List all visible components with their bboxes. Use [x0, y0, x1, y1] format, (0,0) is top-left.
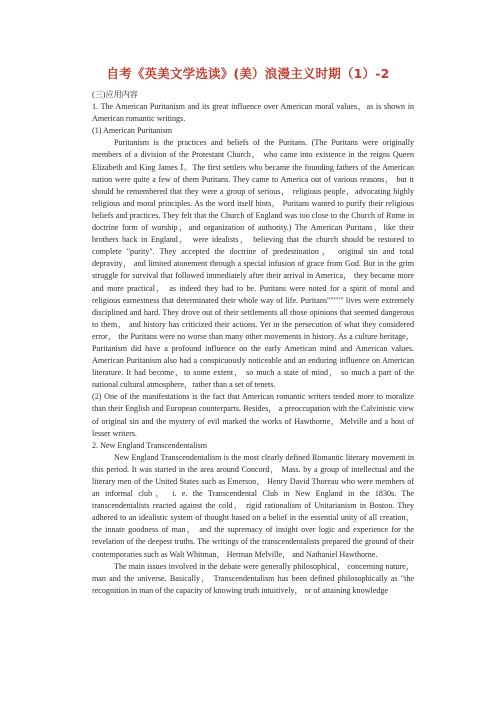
paragraph-main-issues: The main issues involved in the debate were generally philosophical， concerning nature，man and the universe. Basically， Transcendentalism has been defined philosophically as "the recognition in man of the capacity of knowing truth intuitively， or of attaining knowledge	[92, 561, 414, 595]
paragraph-transcendentalism: New England Transcendentalism is the most clearly defined Romantic literary movement in this period. It was started in the area around Concord， Mass. by a group of intellectual and the literary men of the United States such as Emerson， Henry David Thoreau who were members of an informal club， i. e. the Transcendental Club in New England in the 1830s. The transcendentalists reacted against the cold， rigid rationalism of Unitarianism in Boston. They adhered to an idealistic system of thought based on a belief in the essential unity of all creation，the innate goodness of man， and the supremacy of insight over logic and experience for the revelation of the deepest truths. The writings of the transcendentalists prepared the ground of their contemporaries such as Walt Whitman， Herman Melville， and Nathaniel Hawthorne.	[92, 452, 414, 559]
topic-heading-puritanism: 1. The American Puritanism and its great influence over American moral values，as is shown in American romantic writings.	[92, 102, 414, 124]
section-heading: (三)应用内容	[92, 90, 138, 99]
document-body	[92, 89, 414, 597]
paragraph-manifestations: (2) One of the manifestations is the fact that American romantic writers tended more to moralize than their English and European counterparts. Besides， a preoccupation with the Calvinistic view of original sin and the mystery of evil marked the works of Hawthorne，Melville and a host of lesser writers.	[92, 392, 414, 438]
topic-heading-transcendentalism: 2. New England Transcendentalism	[92, 440, 208, 450]
paragraph-puritanism: Puritanism is the practices and beliefs of the Puritans. (The Puritans were originally members of a division of the Protestant Church， who came into existence in the reigns Queen Elizabeth and King James Ⅰ。The first settlers who became the founding fathers of the American nation were quite a few of them Puritans. They came to America out of various reasons， but it should be remembered that they were a group of serious， religious people，advocating highly religious and moral principles. As the word itself hints， Puritans wanted to purify their religious beliefs and practices. They felt that the Church of England was too close to the Church of Rome in doctrine form of worship，and organization of authority.) The American Puritans，like their brothers back in England， were idealists， believing that the church should be restored to complete "purity". They accepted the doctrine of predestination， original sin and total depravity， and limited atonement through a special infusion of grace from God. But in the grim struggle for survival that followed immediately after their arrival in America， they became more and more practical， as indeed they had to be. Puritans were noted for a spirit of moral and religious earnestness that determinated their whole way of life. Puritans""""" lives were extremely disciplined and hard. They drove out of their settlements all those opinions that seemed dangerous to them， and history has criticized their actions. Yet in the persecution of what they considered error， the Puritans were no worse than many other movements in history. As a culture heritage， Puritanism did have a profound influence on the early American mind and American values. American Puritanism also had a conspicuously noticeable and an enduring influence on American literature. It had become，to some extent， so much a state of mind， so much a part of the national cultural atmosphere，rather than a set of tenets.	[92, 138, 414, 390]
document-title: 自考《英美文学选读》(美）浪漫主义时期（1）-2	[106, 66, 390, 81]
subheading-american-puritanism: (1) American Puritanism	[92, 126, 173, 136]
